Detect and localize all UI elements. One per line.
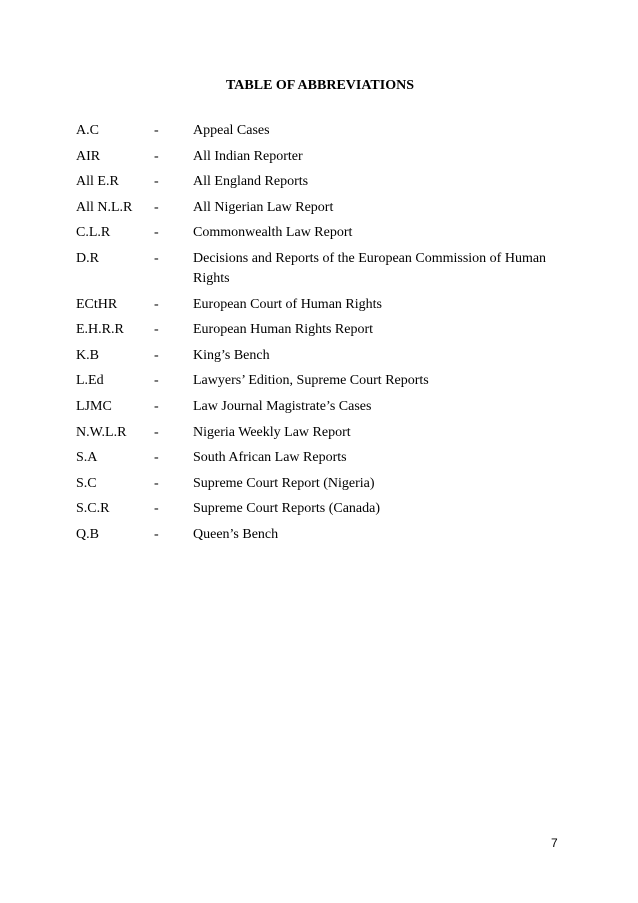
abbreviation-row xyxy=(76,371,556,391)
abbreviation-term: LJMC xyxy=(76,398,112,414)
abbreviation-term: L.Ed xyxy=(76,373,104,389)
abbreviation-row xyxy=(76,499,556,519)
abbreviation-separator: - xyxy=(154,199,159,215)
abbreviation-term: D.R xyxy=(76,250,99,266)
abbreviation-separator: - xyxy=(154,322,159,338)
abbreviation-term: All N.L.R xyxy=(76,199,133,215)
abbreviation-list xyxy=(76,121,556,551)
abbreviation-term: N.W.L.R xyxy=(76,424,127,440)
abbreviation-term: S.C.R xyxy=(76,501,110,517)
page-title: TABLE OF ABBREVIATIONS xyxy=(225,78,414,93)
abbreviation-row xyxy=(76,474,556,494)
abbreviation-meaning: Appeal Cases xyxy=(193,123,270,138)
abbreviation-separator: - xyxy=(154,123,159,138)
abbreviation-row xyxy=(76,147,556,167)
abbreviation-meaning: Decisions and Reports of the European Commission of Human Rights xyxy=(193,250,547,286)
abbreviation-meaning: Commonwealth Law Report xyxy=(193,225,353,241)
abbreviation-row xyxy=(76,223,556,243)
abbreviation-term: E.H.R.R xyxy=(76,322,124,338)
abbreviation-row xyxy=(76,172,556,192)
abbreviation-term: S.A xyxy=(76,450,98,466)
abbreviation-separator: - xyxy=(154,225,159,241)
abbreviation-separator: - xyxy=(154,475,159,491)
abbreviation-meaning: All England Reports xyxy=(193,174,309,190)
abbreviation-row xyxy=(76,121,556,141)
abbreviation-meaning: South African Law Reports xyxy=(193,450,347,466)
abbreviation-separator: - xyxy=(154,526,159,542)
abbreviation-row xyxy=(76,346,556,366)
abbreviation-row xyxy=(76,423,556,443)
abbreviation-term: ECtHR xyxy=(76,296,118,312)
abbreviation-meaning: All Nigerian Law Report xyxy=(193,199,334,215)
abbreviation-term: A.C xyxy=(76,123,99,138)
abbreviation-separator: - xyxy=(154,174,159,190)
abbreviation-separator: - xyxy=(154,450,159,466)
abbreviation-row xyxy=(76,397,556,417)
abbreviation-meaning: Supreme Court Report (Nigeria) xyxy=(193,475,375,491)
abbreviation-term: Q.B xyxy=(76,526,99,542)
abbreviation-meaning: All Indian Reporter xyxy=(193,148,303,164)
abbreviation-term: AIR xyxy=(76,148,101,164)
abbreviation-row xyxy=(76,249,556,289)
abbreviation-row xyxy=(76,525,556,545)
abbreviation-meaning: King’s Bench xyxy=(193,347,270,363)
abbreviation-meaning: Nigeria Weekly Law Report xyxy=(193,424,351,440)
abbreviation-meaning: Law Journal Magistrate’s Cases xyxy=(193,398,372,414)
abbreviation-separator: - xyxy=(154,373,159,389)
page-number: 7 xyxy=(551,836,558,850)
abbreviation-row xyxy=(76,320,556,340)
abbreviation-row xyxy=(76,295,556,315)
abbreviation-separator: - xyxy=(154,250,159,266)
abbreviation-separator: - xyxy=(154,347,159,363)
abbreviation-meaning: Queen’s Bench xyxy=(193,526,279,542)
abbreviation-term: K.B xyxy=(76,347,99,363)
abbreviation-separator: - xyxy=(154,501,159,517)
abbreviation-separator: - xyxy=(154,148,159,164)
abbreviation-term: All E.R xyxy=(76,174,119,190)
abbreviation-separator: - xyxy=(154,296,159,312)
abbreviation-meaning: Supreme Court Reports (Canada) xyxy=(193,501,381,517)
abbreviation-row xyxy=(76,198,556,218)
abbreviation-term: S.C xyxy=(76,475,97,491)
abbreviation-separator: - xyxy=(154,424,159,440)
abbreviation-separator: - xyxy=(154,398,159,414)
abbreviation-meaning: European Human Rights Report xyxy=(193,322,374,338)
abbreviation-row xyxy=(76,448,556,468)
abbreviation-meaning: European Court of Human Rights xyxy=(193,296,382,312)
abbreviation-term: C.L.R xyxy=(76,225,111,241)
abbreviation-meaning: Lawyers’ Edition, Supreme Court Reports xyxy=(193,373,429,389)
